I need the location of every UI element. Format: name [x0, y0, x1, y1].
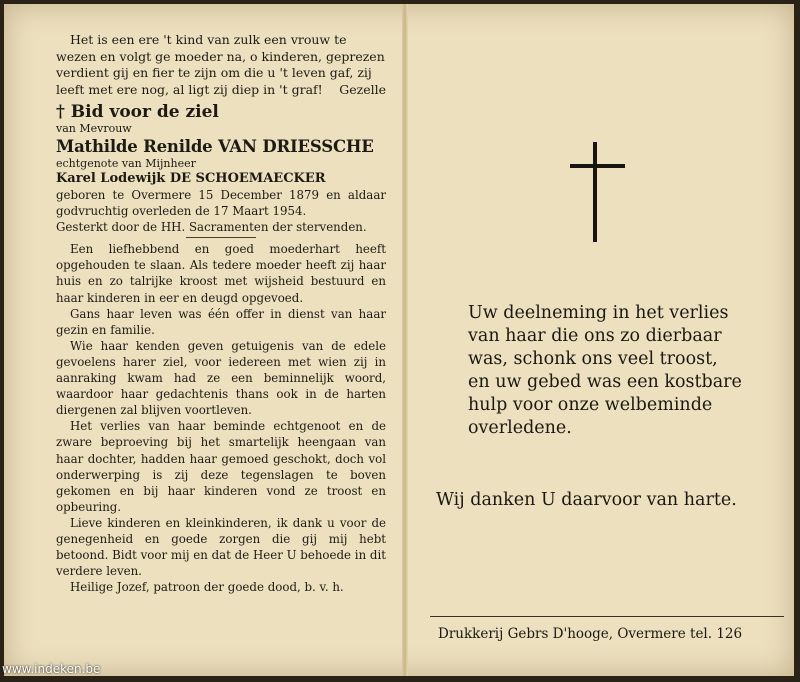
condolence-line-4: en uw gebed was een kostbare	[468, 372, 742, 392]
poem-line-4: leeft met ere nog, al ligt zij diep in 't graf!	[56, 81, 323, 97]
spouse-name: Karel Lodewijk DE SCHOEMAECKER	[56, 171, 326, 186]
cross-vertical	[593, 142, 597, 242]
poem-line-4-row	[56, 82, 386, 99]
sacraments: Gesterkt door de HH. Sacramenten der stervenden.	[56, 220, 367, 235]
condolence-line-1: Uw deelneming in het verlies	[468, 303, 729, 323]
memorial-card	[4, 4, 794, 676]
paragraph-1: Een liefhebbend en goed moederhart heeft opgehouden te slaan. Als tedere moeder heeft zij haar huis en zo talrijke kroost met wijsheid bestuurd en haar kinderen in eer en deugd opgevoed.	[56, 242, 386, 305]
left-page	[56, 32, 386, 595]
condolence-line-3: was, schonk ons veel troost,	[468, 349, 718, 369]
paragraph-6: Heilige Jozef, patroon der goede dood, b. v. h.	[70, 580, 344, 595]
spouse-intro: echtgenote van Mijnheer	[56, 157, 196, 170]
paragraph-2: Gans haar leven was één offer in dienst van haar gezin en familie.	[56, 306, 386, 337]
condolence-line-2: van haar die ons zo dierbaar	[468, 326, 722, 346]
poem-line-2: wezen en volgt ge moeder na, o kinderen, geprezen	[56, 48, 385, 64]
poem-line-1: Het is een ere 't kind van zulk een vrouw te	[70, 32, 347, 47]
watermark: www.indeken.be	[2, 662, 101, 676]
right-page	[408, 4, 794, 676]
cross-horizontal	[570, 164, 625, 168]
poem-author: Gezelle	[339, 81, 386, 97]
of-lady: van Mevrouw	[56, 122, 132, 135]
poem-line-3: verdient gij en fier te zijn om die u 't leven gaf, zij	[56, 65, 372, 80]
paragraph-3: Wie haar kenden geven getuigenis van de edele gevoelens harer ziel, voor iedereen met wien zij in aanraking kwam had ze een beminnelijk woord, waardoor haar gedachtenis thans ook in de harten diergenen zal blijven voortleven.	[56, 338, 386, 418]
condolence-line-6: overledene.	[468, 418, 572, 438]
prayer-heading: † Bid voor de ziel	[56, 102, 219, 122]
condolence-text	[468, 302, 768, 440]
printer-divider	[430, 616, 784, 617]
thanks-text: Wij danken U daarvoor van harte.	[436, 490, 737, 510]
divider	[186, 237, 256, 238]
paragraph-5: Lieve kinderen en kleinkinderen, ik dank u voor de genegenheid en goede zorgen die gij mij hebt betoond. Bidt voor mij en dat de Heer U behoede in dit verdere leven.	[56, 515, 386, 579]
birth-death: geboren te Overmere 15 December 1879 en aldaar godvruchtig overleden de 17 Maart 1954.	[56, 188, 386, 219]
printer-credit: Drukkerij Gebrs D'hooge, Overmere tel. 126	[438, 626, 743, 642]
condolence-line-5: hulp voor onze welbeminde	[468, 395, 713, 415]
deceased-name: Mathilde Renilde VAN DRIESSCHE	[56, 137, 374, 156]
paragraph-4: Het verlies van haar beminde echtgenoot en de zware beproeving bij het smartelijk heengaan van haar dochter, hadden haar gemoed geschokt, doch vol onderwerping is zij deze tegenslagen te boven gekomen en bij haar kinderen vond ze troost en opbeuring.	[56, 419, 386, 514]
